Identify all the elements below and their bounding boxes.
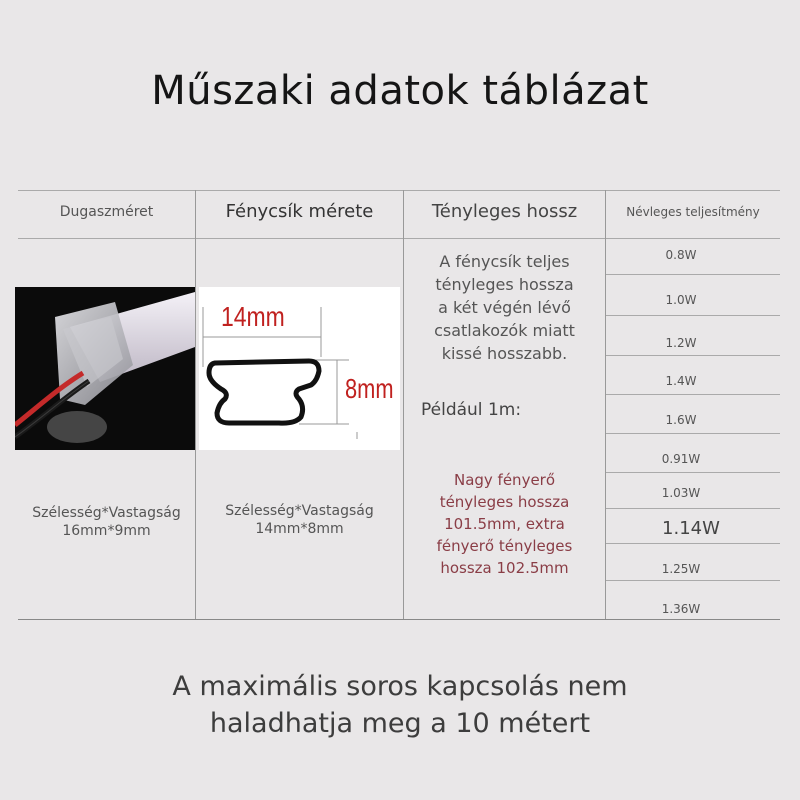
plug-dimension-value: 16mm*9mm xyxy=(62,523,151,539)
length-description xyxy=(404,250,605,365)
table-bottom-border xyxy=(18,619,780,620)
length-highlight xyxy=(404,469,605,579)
length-description-line: kissé hosszabb. xyxy=(441,344,568,363)
power-row-divider xyxy=(606,580,780,581)
header-actual-length: Tényleges hossz xyxy=(431,201,578,222)
tube-dimension xyxy=(196,502,403,538)
plug-dimension xyxy=(18,504,195,540)
header-tube-size: Fénycsík mérete xyxy=(225,201,374,222)
led-plug-image xyxy=(15,287,195,450)
power-row-divider xyxy=(606,315,780,316)
length-description-line: csatlakozók miatt xyxy=(434,321,575,340)
length-highlight-line: Nagy fényerő xyxy=(453,471,556,489)
power-row-divider xyxy=(606,274,780,275)
table-top-border xyxy=(18,190,780,191)
power-row-divider xyxy=(606,433,780,434)
plug-dimension-label: Szélesség*Vastagság xyxy=(32,505,181,521)
tube-width-label: 14mm xyxy=(221,301,285,332)
tube-dimension-value: 14mm*8mm xyxy=(255,521,344,537)
tube-profile-drawing xyxy=(199,287,400,450)
length-highlight-line: fényerő tényleges xyxy=(436,537,573,555)
length-highlight-line: tényleges hossza xyxy=(439,493,570,511)
power-value: 0.8W xyxy=(665,248,697,262)
tube-dimension-label: Szélesség*Vastagság xyxy=(225,503,374,519)
column-divider-1 xyxy=(195,190,196,619)
power-row-divider xyxy=(606,508,780,509)
power-value: 1.25W xyxy=(661,562,701,576)
series-limit-note-line: A maximális soros kapcsolás nem xyxy=(172,671,628,702)
plug-photo xyxy=(15,287,195,450)
series-limit-note-line: haladhatja meg a 10 métert xyxy=(209,708,591,739)
power-value: 1.14W xyxy=(662,518,720,539)
tube-height-label: 8mm xyxy=(345,373,394,404)
page-title: Műszaki adatok táblázat xyxy=(151,68,649,114)
power-row-divider xyxy=(606,394,780,395)
length-description-line: A fénycsík teljes xyxy=(439,252,570,271)
power-row-divider xyxy=(606,355,780,356)
power-row-divider xyxy=(606,472,780,473)
length-highlight-line: 101.5mm, extra xyxy=(444,515,565,533)
series-limit-note xyxy=(0,668,800,742)
length-description-line: tényleges hossza xyxy=(435,275,574,294)
header-rated-power: Névleges teljesítmény xyxy=(626,205,760,219)
power-value: 1.4W xyxy=(665,374,697,388)
power-value: 1.03W xyxy=(661,486,701,500)
power-row-divider xyxy=(606,543,780,544)
power-value: 1.0W xyxy=(665,293,697,307)
length-description-line: a két végén lévő xyxy=(438,298,571,317)
length-highlight-line: hossza 102.5mm xyxy=(440,559,569,577)
header-plug-size: Dugaszméret xyxy=(59,204,154,220)
power-value: 1.6W xyxy=(665,413,697,427)
power-value: 1.36W xyxy=(661,602,701,616)
power-value: 1.2W xyxy=(665,336,697,350)
power-value: 0.91W xyxy=(661,452,701,466)
header-bottom-border xyxy=(18,238,780,239)
length-example: Például 1m: xyxy=(421,400,522,420)
